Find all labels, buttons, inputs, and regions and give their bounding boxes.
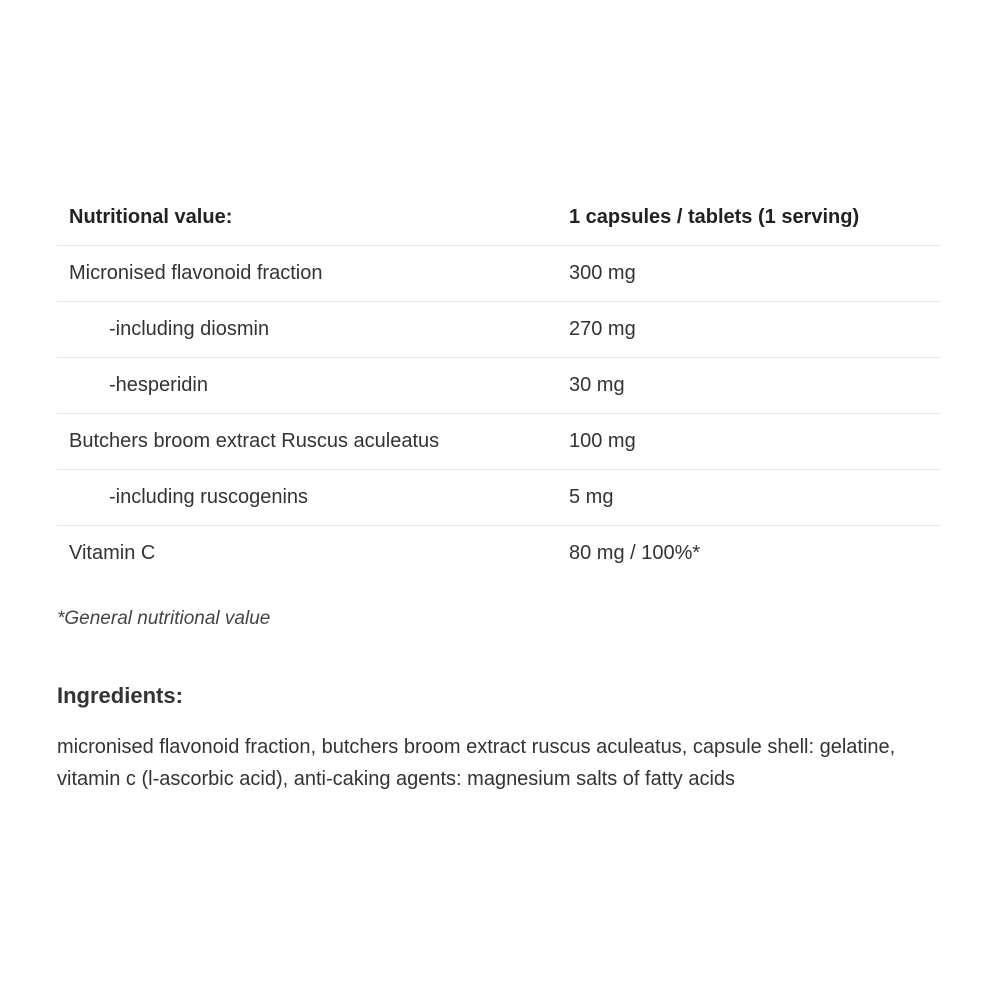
table-header-row <box>57 190 941 246</box>
table-row <box>57 470 941 526</box>
nutrient-amount: 100 mg <box>557 414 941 470</box>
table-row <box>57 302 941 358</box>
nutrient-name: Butchers broom extract Ruscus aculeatus <box>57 414 557 470</box>
table-row <box>57 358 941 414</box>
nutrient-name: -hesperidin <box>57 358 557 414</box>
nutrition-table-container <box>57 190 941 581</box>
footnote: *General nutritional value <box>57 608 271 629</box>
nutrition-table <box>57 190 941 581</box>
ingredients-text: micronised flavonoid fraction, butchers broom extract ruscus aculeatus, capsule shell: gelatine, vitamin c (l-ascorbic acid), anti-caking agents: magnesium salts of fatty acids <box>57 736 896 790</box>
ingredients-heading: Ingredients: <box>57 683 183 708</box>
nutrient-name: -including ruscogenins <box>57 470 557 526</box>
nutrient-name: Micronised flavonoid fraction <box>57 246 557 302</box>
table-row <box>57 414 941 470</box>
nutrient-amount: 30 mg <box>557 358 941 414</box>
nutrient-amount: 300 mg <box>557 246 941 302</box>
nutrient-amount: 80 mg / 100%* <box>569 542 701 564</box>
nutrient-name: -including diosmin <box>57 302 557 358</box>
table-row <box>57 526 941 582</box>
table-row <box>57 246 941 302</box>
nutrient-amount: 270 mg <box>557 302 941 358</box>
header-nutritional-value: Nutritional value: <box>57 190 557 246</box>
nutrient-name: Vitamin C <box>69 542 156 564</box>
header-serving: 1 capsules / tablets (1 serving) <box>557 190 941 246</box>
nutrient-amount: 5 mg <box>557 470 941 526</box>
